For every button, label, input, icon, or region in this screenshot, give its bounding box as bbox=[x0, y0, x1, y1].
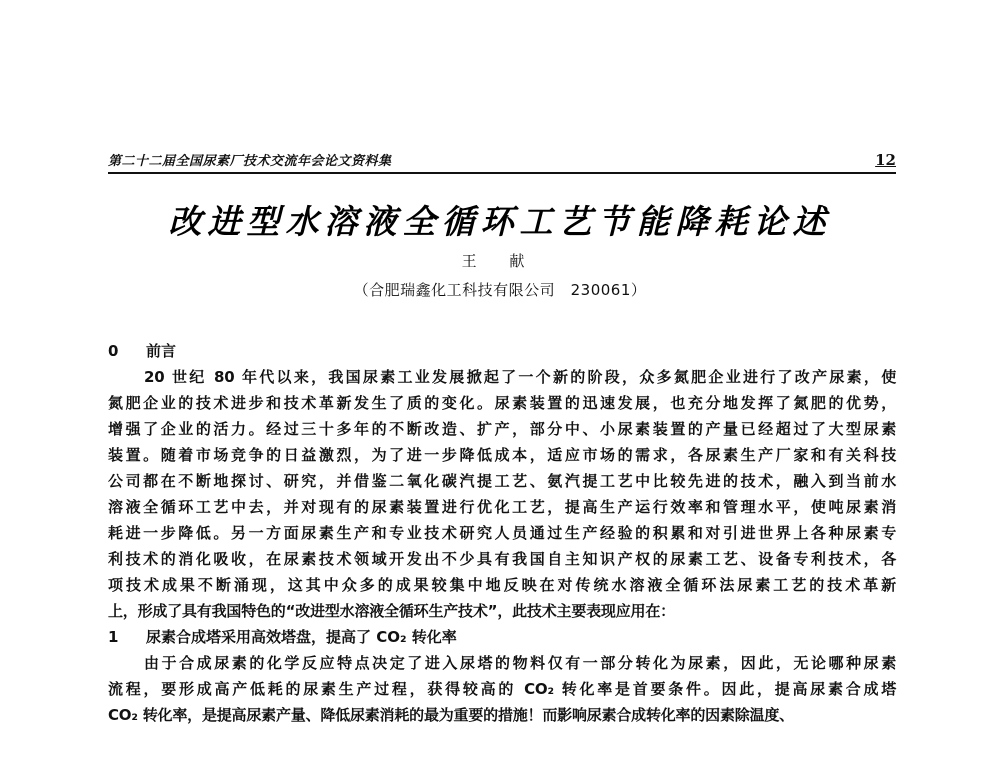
section-heading-1 bbox=[108, 626, 457, 647]
paragraph-line: 耗进一步降低。另一方面尿素生产和专业技术研究人员通过生产经验的积累和对引进世界上各种尿素专 bbox=[108, 524, 896, 542]
paragraph-line: 增强了企业的活力。经过三十多年的不断改造、扩产，部分中、小尿素装置的产量已经超过了大型尿素 bbox=[108, 420, 896, 438]
paragraph-line: 流程，要形成高产低耗的尿素生产过程，获得较高的 CO₂ 转化率是首要条件。因此，提高尿素合成塔 bbox=[108, 680, 896, 698]
paragraph-line: 由于合成尿素的化学反应特点决定了进入尿塔的物料仅有一部分转化为尿素，因此，无论哪种尿素 bbox=[144, 654, 896, 672]
page-number: 12 bbox=[875, 151, 896, 169]
running-header bbox=[108, 148, 896, 174]
paragraph-line: 项技术成果不断涌现，这其中众多的成果较集中地反映在对传统水溶液全循环法尿素工艺的技术革新 bbox=[108, 576, 896, 594]
paragraph-line: 装置。随着市场竞争的日益激烈，为了进一步降低成本，适应市场的需求，各尿素生产厂家和有关科技 bbox=[108, 446, 896, 464]
author-affiliation: （合肥瑞鑫化工科技有限公司 230061） bbox=[353, 281, 647, 299]
section-number: 0 bbox=[108, 342, 119, 360]
paper-title: 改进型水溶液全循环工艺节能降耗论述 bbox=[168, 202, 832, 241]
author-name: 王 献 bbox=[461, 252, 539, 270]
paragraph-line: 上，形成了具有我国特色的“改进型水溶液全循环生产技术”，此技术主要表现应用在： bbox=[108, 602, 675, 620]
series-title: 第二十二届全国尿素厂技术交流年会论文资料集 bbox=[108, 154, 392, 169]
paragraph-line: 公司都在不断地探讨、研究，并借鉴二氧化碳汽提工艺、氨汽提工艺中比较先进的技术，融入到当前水 bbox=[108, 472, 896, 490]
section-number: 1 bbox=[108, 628, 119, 646]
paragraph-line: 利技术的消化吸收，在尿素技术领域开发出不少具有我国自主知识产权的尿素工艺、设备专利技术，各 bbox=[108, 550, 896, 568]
paragraph-line: 氮肥企业的技术进步和技术革新发生了质的变化。尿素装置的迅速发展，也充分地发挥了氮肥的优势， bbox=[108, 394, 896, 412]
section-heading-0 bbox=[108, 340, 176, 361]
paragraph-line: CO₂ 转化率，是提高尿素产量、降低尿素消耗的最为重要的措施！而影响尿素合成转化率的因素除温度、 bbox=[108, 706, 794, 724]
section-title: 尿素合成塔采用高效塔盘，提高了 CO₂ 转化率 bbox=[146, 628, 457, 646]
paragraph-line: 20 世纪 80 年代以来，我国尿素工业发展掀起了一个新的阶段，众多氮肥企业进行了改产尿素，使 bbox=[144, 368, 896, 386]
paragraph-line: 溶液全循环工艺中去，并对现有的尿素装置进行优化工艺，提高生产运行效率和管理水平，使吨尿素消 bbox=[108, 498, 896, 516]
section-title: 前言 bbox=[146, 342, 177, 360]
